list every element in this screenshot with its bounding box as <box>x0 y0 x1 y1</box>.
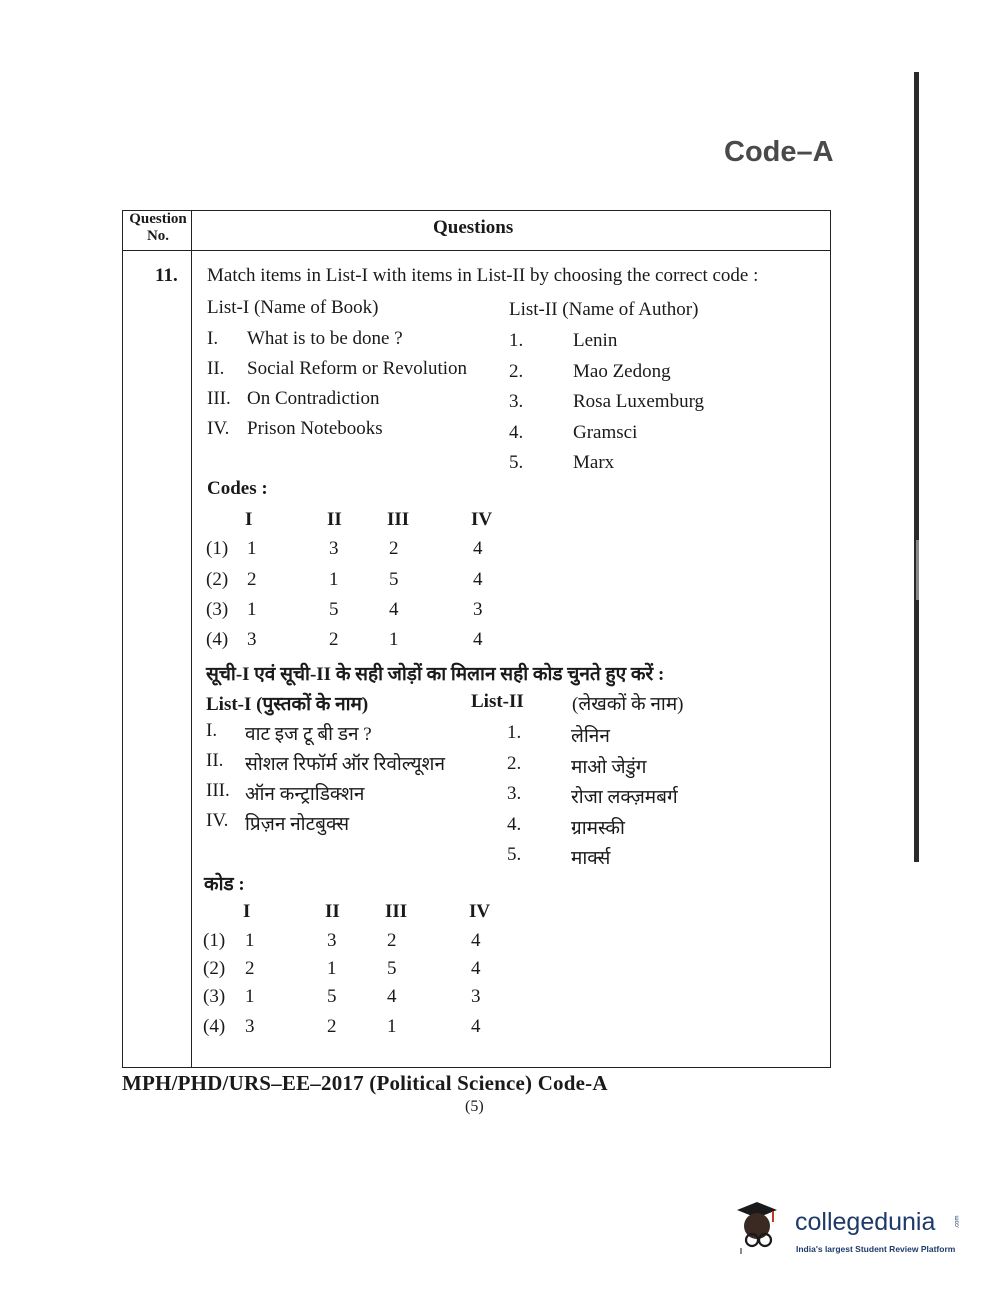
list2-hi-item-text: माओ जेडुंग <box>571 756 647 778</box>
codes-hi-option-value: 2 <box>327 1016 337 1037</box>
codes-hi-option-value: 4 <box>471 1016 481 1037</box>
codes-en-option-value: 5 <box>329 599 339 620</box>
codes-hi-option-value: 4 <box>471 958 481 979</box>
prompt-english: Match items in List-I with items in List-II by choosing the correct code : <box>207 265 759 286</box>
list2-en-item-num: 2. <box>509 360 524 382</box>
codes-hi-option-value: 3 <box>471 986 481 1007</box>
list2-hi-item-num: 3. <box>507 783 522 804</box>
list2-en-item-text: Lenin <box>573 330 618 351</box>
codes-hi-option-value: 5 <box>387 958 397 979</box>
codes-hi-option-label: (4) <box>203 1016 226 1037</box>
codes-en-col-header: II <box>327 509 342 530</box>
logo-domain-suffix: .com <box>954 1215 961 1229</box>
codes-en-option-value: 3 <box>473 599 483 620</box>
codes-en-option-value: 3 <box>247 629 257 650</box>
question-number: 11. <box>155 265 178 286</box>
codes-hi-option-value: 1 <box>387 1016 397 1037</box>
codes-en-option-label: (1) <box>206 538 229 559</box>
list2-en-item-text: Marx <box>573 452 615 473</box>
exam-footer: MPH/PHD/URS–EE–2017 (Political Science) Code-A <box>122 1071 608 1095</box>
list1-hi-item-num: IV. <box>206 810 229 831</box>
list1-en-item-text: Social Reform or Revolution <box>247 358 468 379</box>
list1-heading-hi: List-I (पुस्तकों के नाम) <box>206 694 369 715</box>
list1-en-item-num: III. <box>207 388 231 409</box>
codes-en-option-value: 4 <box>473 538 483 559</box>
codes-hi-option-value: 1 <box>245 930 255 951</box>
codes-en-option-value: 1 <box>389 629 399 650</box>
list1-hi-item-num: II. <box>206 750 224 771</box>
list2-hi-item-num: 1. <box>507 722 522 743</box>
list1-heading-en: List-I (Name of Book) <box>207 297 379 318</box>
codes-label-en: Codes : <box>207 478 268 499</box>
list1-en-item-text: On Contradiction <box>247 388 380 409</box>
scan-edge-line <box>914 72 919 862</box>
codes-en-option-value: 2 <box>329 629 339 650</box>
codes-en-option-value: 2 <box>389 538 399 559</box>
codes-hi-option-value: 1 <box>245 986 255 1007</box>
list1-hi-item-num: I. <box>206 720 218 741</box>
page-number: (5) <box>465 1098 484 1115</box>
codes-en-option-value: 4 <box>473 569 483 590</box>
list2-hi-item-text: मार्क्स <box>571 848 611 869</box>
header-separator <box>123 250 830 251</box>
codes-en-col-header: III <box>387 509 410 530</box>
list1-hi-item-text: ऑन कन्ट्राडिक्शन <box>245 784 365 805</box>
codes-hi-option-value: 1 <box>327 958 337 979</box>
list2-en-item-num: 5. <box>509 452 524 473</box>
list2-hi-item-num: 4. <box>507 813 522 835</box>
codes-en-option-label: (4) <box>206 629 229 650</box>
codes-en-col-header: I <box>245 509 253 530</box>
codes-hi-option-value: 5 <box>327 986 337 1007</box>
logo-tagline: India's largest Student Review Platform <box>796 1244 956 1254</box>
list1-hi-item-text: प्रिज़न नोटबुक्स <box>245 814 350 835</box>
list2-en-item-num: 1. <box>509 330 524 351</box>
codes-hi-option-value: 2 <box>245 958 255 979</box>
list1-hi-item-text: सोशल रिफॉर्म ऑर रिवोल्यूशन <box>245 754 445 775</box>
list2-hi-item-num: 2. <box>507 752 522 774</box>
codes-en-option-value: 4 <box>473 629 483 650</box>
prompt-hindi: सूची-I एवं सूची-II के सही जोड़ों का मिलान सही कोड चुनते हुए करें : <box>206 664 665 685</box>
codes-hi-option-label: (3) <box>203 986 226 1007</box>
header-question-no: Question No. <box>129 211 187 244</box>
codes-en-option-value: 1 <box>247 599 257 620</box>
list1-hi-item-num: III. <box>206 780 230 801</box>
list1-hi-item-text: वाट इज टू बी डन ? <box>245 724 372 745</box>
codes-hi-option-value: 2 <box>387 930 397 951</box>
codes-en-option-label: (3) <box>206 599 229 620</box>
list2-hi-item-text: ग्रामस्की <box>571 817 625 839</box>
codes-label-hi: कोड : <box>204 874 245 895</box>
codes-hi-option-value: 4 <box>387 986 397 1007</box>
header-questions: Questions <box>433 217 514 238</box>
list2-en-item-text: Rosa Luxemburg <box>573 391 705 412</box>
codes-en-option-value: 3 <box>329 538 339 559</box>
list1-en-item-text: What is to be done ? <box>247 328 403 349</box>
list2-en-item-text: Gramsci <box>573 421 638 443</box>
codes-hi-option-value: 4 <box>471 930 481 951</box>
codes-hi-option-label: (1) <box>203 930 226 951</box>
codes-hi-col-header: III <box>385 901 408 922</box>
codes-en-option-value: 5 <box>389 569 399 590</box>
codes-hi-option-value: 3 <box>327 930 337 951</box>
list2-heading-hi-authors: (लेखकों के नाम) <box>572 694 684 715</box>
column-separator <box>191 211 192 1067</box>
codes-en-option-value: 1 <box>247 538 257 559</box>
codes-hi-col-header: IV <box>469 901 491 922</box>
codes-en-col-header: IV <box>471 509 493 530</box>
list2-heading-en: List-II (Name of Author) <box>509 299 699 320</box>
list2-hi-item-text: लेनिन <box>571 726 610 747</box>
codes-en-option-value: 2 <box>247 569 257 590</box>
list2-en-item-text: Mao Zedong <box>573 360 671 382</box>
paper-code-label: Code–A <box>724 136 834 168</box>
list2-hi-item-text: रोजा लक्ज़मबर्ग <box>571 787 678 808</box>
logo-wordmark: collegedunia <box>795 1208 936 1236</box>
list2-heading-hi: List-II <box>471 691 524 712</box>
codes-hi-col-header: II <box>325 901 340 922</box>
codes-hi-option-value: 3 <box>245 1016 255 1037</box>
codes-en-option-label: (2) <box>206 569 229 590</box>
list1-en-item-text: Prison Notebooks <box>247 418 383 439</box>
codes-hi-col-header: I <box>243 901 251 922</box>
list1-en-item-num: II. <box>207 358 225 379</box>
list2-en-item-num: 4. <box>509 421 524 443</box>
list2-en-item-num: 3. <box>509 391 524 412</box>
list1-en-item-num: IV. <box>207 418 230 439</box>
codes-en-option-value: 1 <box>329 569 339 590</box>
list2-hi-item-num: 5. <box>507 844 522 865</box>
scan-edge-mark <box>916 540 919 600</box>
list1-en-item-num: I. <box>207 328 219 349</box>
codes-en-option-value: 4 <box>389 599 399 620</box>
codes-hi-option-label: (2) <box>203 958 226 979</box>
